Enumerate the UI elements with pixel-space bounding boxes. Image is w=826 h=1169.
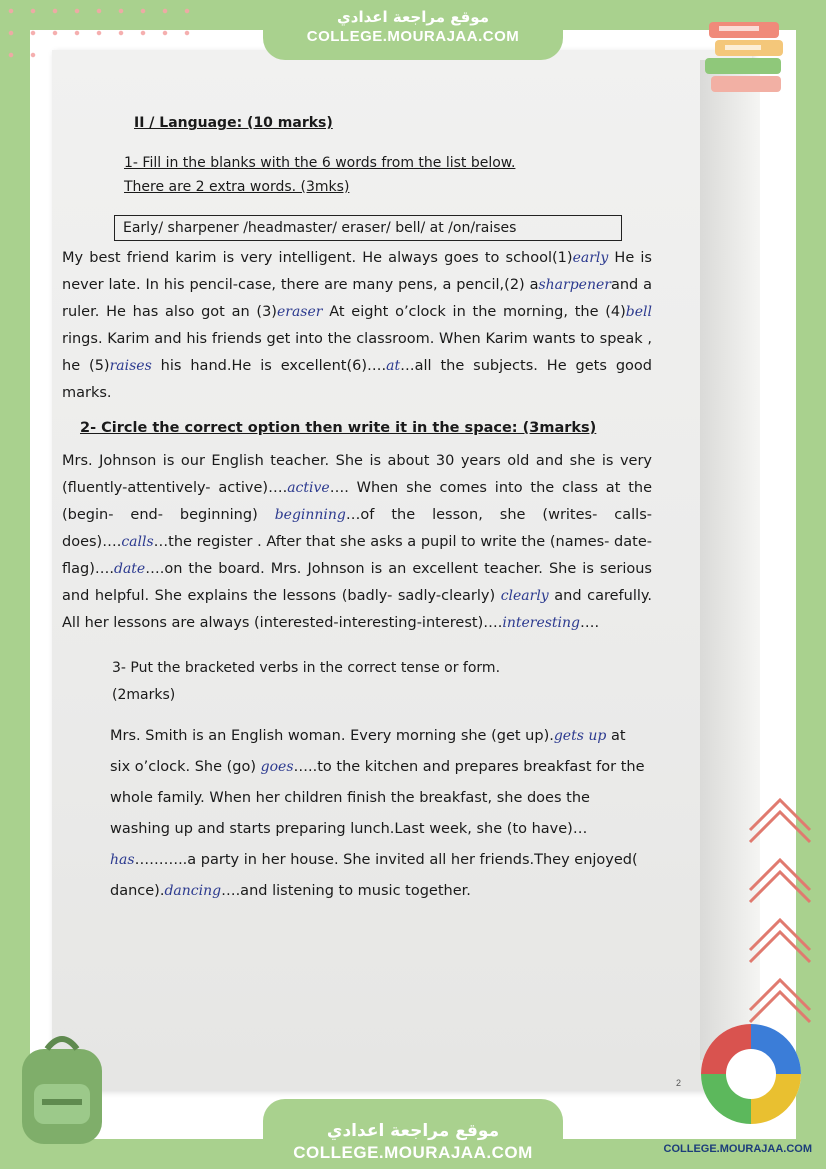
bottom-banner[interactable] — [263, 1099, 563, 1169]
ex1-answer-4: bell — [625, 304, 652, 320]
ex2-text: …. — [580, 615, 600, 631]
ex1-text: his hand.He is excellent(6)…. — [151, 358, 387, 374]
ex2-paragraph — [62, 448, 652, 637]
ex1-text: He is never late. In his pencil-case, there are many pens, a pencil,(2) a — [62, 250, 652, 293]
ex3-answer-1: gets up — [553, 728, 607, 744]
top-banner-arabic: موقع مراجعة اعدادي — [337, 8, 489, 26]
ex2-text: Mrs. Johnson is our English teacher. She is about 30 years old and she is very (fluently-attentively- active)…. — [62, 453, 652, 496]
ex2-text: ….on the board. Mrs. Johnson is an excellent teacher. She is serious and helpful. She explains the lessons (badly- sadly-clearly) — [62, 561, 652, 604]
ex3-paragraph — [110, 721, 650, 907]
ex3-text: …..to the kitchen and prepares breakfast for the whole family. When her children finish the breakfast, she does the washing up and starts preparing lunch.Last week, she (to have)… — [110, 759, 645, 837]
ex2-answer-3: calls — [121, 534, 154, 550]
ex3-text: at six o’clock. She (go) — [110, 728, 626, 775]
ex1-text: rings. Karim and his friends get into the classroom. When Karim wants to speak , he (5) — [62, 331, 652, 374]
top-banner[interactable] — [263, 0, 563, 60]
ex3-instruction: 3- Put the bracketed verbs in the correct tense or form. — [112, 660, 501, 676]
ex1-paragraph — [62, 245, 652, 407]
ex1-instruction: 1- Fill in the blanks with the 6 words from the list below. — [124, 155, 516, 171]
page-number: 2 — [676, 1078, 682, 1088]
ex2-answer-4: date — [114, 561, 146, 577]
ex1-answer-6: at — [386, 358, 401, 374]
ex2-answer-5: clearly — [500, 588, 549, 604]
ex1-text: At eight o’clock in the morning, the (4) — [322, 304, 626, 320]
bottom-banner-url[interactable]: COLLEGE.MOURAJAA.COM — [293, 1143, 533, 1162]
bottom-banner-arabic: موقع مراجعة اعدادي — [326, 1121, 500, 1141]
section-title: II / Language: (10 marks) — [134, 115, 333, 131]
word-list-box: Early/ sharpener /headmaster/ eraser/ bell/ at /on/raises — [114, 215, 622, 241]
wheel-logo-text: COLLEGE.MOURAJAA.COM — [663, 1143, 812, 1155]
worksheet-content — [62, 110, 652, 907]
ex3-answer-3: has — [110, 852, 135, 868]
ex1-answer-3: eraser — [276, 304, 323, 320]
ex3-text: ….and listening to music together. — [221, 883, 471, 899]
ex3-marks: (2marks) — [112, 687, 176, 703]
school-wheel-logo-icon — [696, 1019, 806, 1129]
ex2-text: …of the lesson, she (writes- calls-does)…. — [62, 507, 652, 550]
ex3-text: ………..a party in her house. She invited all her friends.They enjoyed( dance). — [110, 852, 638, 899]
top-banner-url[interactable]: COLLEGE.MOURAJAA.COM — [306, 28, 520, 45]
ex3-text: Mrs. Smith is an English woman. Every morning she (get up). — [110, 728, 554, 744]
ex2-text: …the register . After that she asks a pupil to write the (names- date-flag)…. — [62, 534, 652, 577]
ex1-answer-1: early — [572, 250, 609, 266]
ex1-instruction-2: There are 2 extra words. (3mks) — [124, 179, 350, 195]
ex3-answer-4: dancing — [164, 883, 222, 899]
ex2-answer-2: beginning — [274, 507, 346, 523]
ex2-answer-1: active — [287, 480, 330, 496]
ex1-text: …all the subjects. He gets good marks. — [62, 358, 652, 401]
books-logo-icon — [701, 14, 796, 99]
ex3-answer-2: goes — [260, 759, 294, 775]
backpack-icon — [12, 1029, 112, 1149]
ex2-instruction: 2- Circle the correct option then write it in the space: (3marks) — [80, 420, 597, 436]
ex1-text: My best friend karim is very intelligent. He always goes to school(1) — [62, 250, 573, 266]
ex1-text: and a ruler. He has also got an (3) — [62, 277, 652, 320]
chevrons-decoration-icon — [740, 790, 820, 1040]
ex2-text: and carefully. All her lessons are always (interested-interesting-interest)…. — [62, 588, 652, 631]
ex2-answer-6: interesting — [502, 615, 580, 631]
ex1-answer-2: sharpener — [538, 277, 611, 293]
ex1-answer-5: raises — [109, 358, 152, 374]
ex2-text: …. When she comes into the class at the (begin- end- beginning) — [62, 480, 652, 523]
